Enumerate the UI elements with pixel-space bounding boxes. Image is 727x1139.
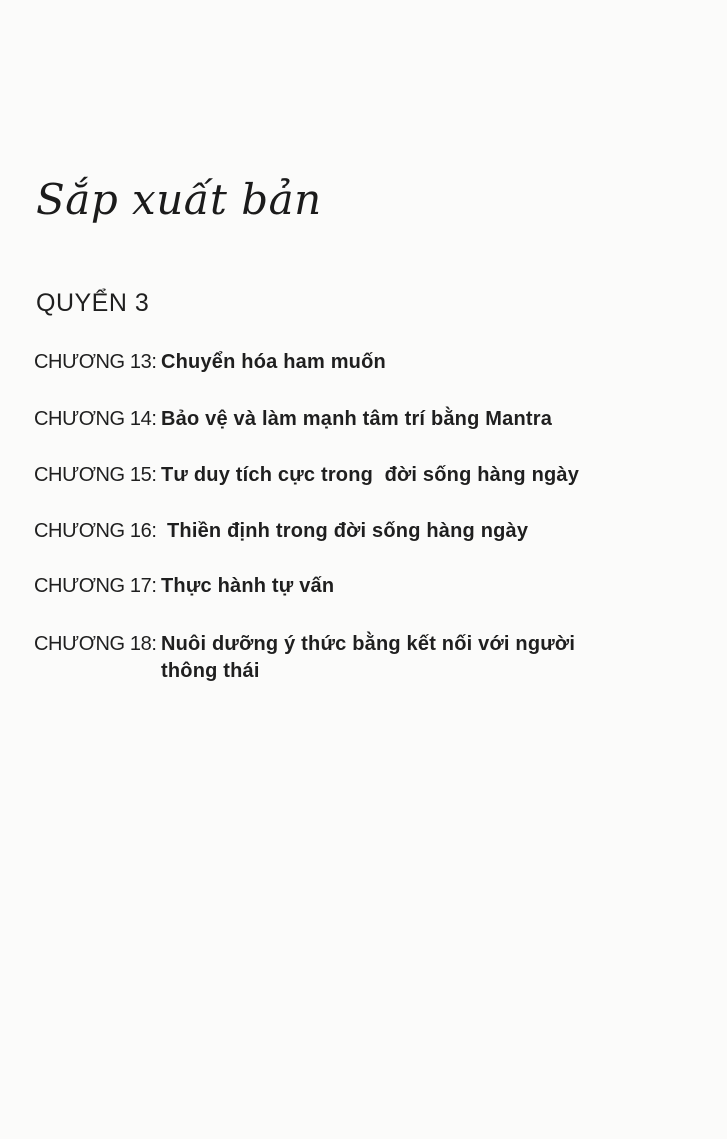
chapter-label: CHƯƠNG 17: bbox=[34, 575, 157, 597]
chapter-title: Bảo vệ và làm mạnh tâm trí bằng Mantra bbox=[161, 408, 553, 430]
chapter-entry-16 bbox=[34, 518, 637, 545]
chapter-title: Chuyển hóa ham muốn bbox=[161, 351, 386, 373]
chapter-label: CHƯƠNG 15: bbox=[34, 464, 157, 486]
chapter-entry-17 bbox=[34, 573, 631, 600]
chapter-label: CHƯƠNG 14: bbox=[34, 408, 157, 430]
chapter-label: CHƯƠNG 18: bbox=[34, 633, 157, 655]
volume-title: QUYỂN 3 bbox=[36, 289, 150, 317]
chapter-entry-15 bbox=[34, 462, 631, 489]
chapter-title: Thiền định trong đời sống hàng ngày bbox=[167, 520, 529, 542]
chapter-label: CHƯƠNG 16: bbox=[34, 520, 157, 542]
page-heading: Sắp xuất bản bbox=[36, 175, 322, 224]
chapter-label: CHƯƠNG 13: bbox=[34, 351, 157, 373]
chapter-entry-13 bbox=[34, 349, 631, 376]
chapter-entry-18 bbox=[34, 631, 601, 685]
chapter-title: Nuôi dưỡng ý thức bằng kết nối với người thông thái bbox=[161, 633, 576, 682]
chapter-title: Tư duy tích cực trong đời sống hàng ngày bbox=[161, 464, 580, 486]
chapter-title: Thực hành tự vấn bbox=[161, 575, 335, 597]
chapter-entry-14 bbox=[34, 406, 631, 433]
